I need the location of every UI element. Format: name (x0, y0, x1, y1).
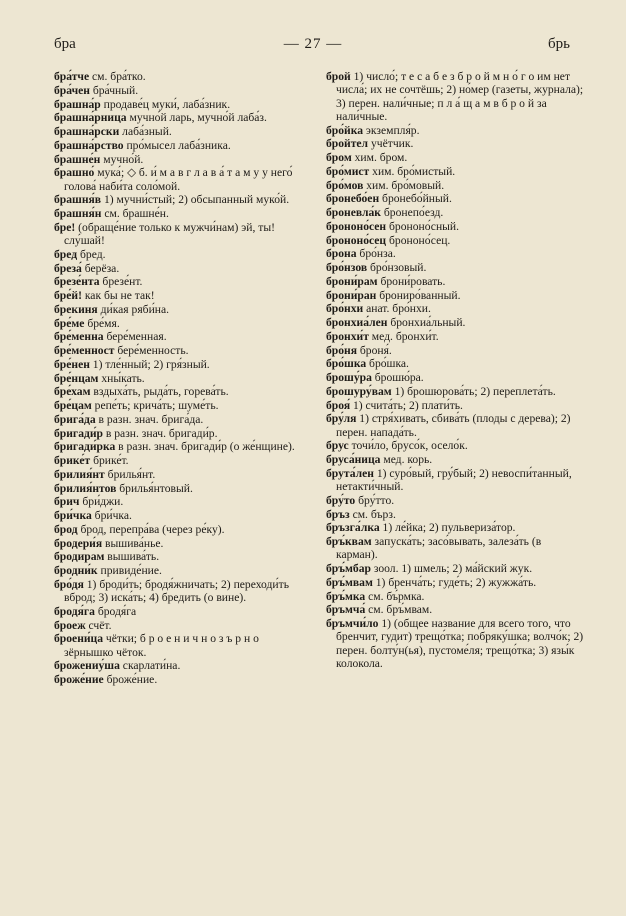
dictionary-entry (326, 151, 584, 164)
headword: бръз (326, 507, 350, 521)
headword: бро́ня (326, 343, 357, 357)
definition: мучно́й. (100, 152, 144, 166)
dictionary-entry (326, 494, 584, 507)
definition: бере́менная. (103, 330, 167, 344)
headword: бре́хам (54, 385, 91, 399)
dictionary-entry (54, 111, 310, 124)
headword: бред (54, 247, 78, 261)
dictionary-entry (54, 221, 310, 248)
running-head-left: бра (54, 36, 76, 52)
dictionary-entry (54, 550, 310, 563)
headword: бригади́рка (54, 440, 116, 454)
headword: брилия́нт (54, 467, 105, 481)
headword: бро́нхи (326, 302, 364, 316)
headword: бро́мист (326, 164, 370, 178)
headword: брононо́сец (326, 233, 387, 247)
headword: брашна́р (54, 97, 101, 111)
dictionary-entry (54, 564, 310, 577)
definition: в разн. знач. брига́да. (95, 412, 204, 426)
dictionary-entry (326, 289, 584, 302)
definition: бри́джи. (79, 495, 124, 509)
headword: брашно́ (54, 166, 95, 180)
headword: бри́чка (54, 509, 92, 522)
right-column (326, 70, 584, 671)
definition: хим. бро́мистый. (369, 164, 456, 178)
dictionary-entry (54, 537, 310, 550)
definition: брононо́сец. (386, 233, 451, 247)
headword: бронхиа́лен (326, 316, 388, 329)
dictionary-entry (326, 603, 584, 616)
headword: бройтел (326, 137, 369, 151)
definition: вздыха́ть, рыда́ть, горева́ть. (90, 385, 229, 399)
dictionary-entry (54, 427, 310, 440)
definition: мед. бронхи́т. (368, 329, 439, 343)
headword: брашна́рство (54, 138, 124, 152)
definition: 1) число́; т е с а б е з б р о й м н о́ г о им нет числа́; их не сочтёшь; 2) но́мер (газеты, журнала); 3) перен. нали́чные; п л а́ щ а м в б р о й за нали́чные. (336, 70, 584, 123)
dictionary-entry (54, 399, 310, 412)
headword: брута́лен (326, 466, 374, 480)
definition: брилья́нтовый. (116, 481, 193, 495)
headword: бре́ме (54, 316, 85, 330)
headword: броени́ца (54, 632, 104, 646)
dictionary-entry (54, 659, 310, 672)
dictionary-entry (54, 317, 310, 330)
definition: про́мысел лаба́зника. (123, 138, 231, 152)
dictionary-entry (326, 371, 584, 384)
definition: брод, перепра́ва (через ре́ку). (77, 522, 225, 536)
page-number: — 27 — (283, 36, 343, 52)
headword: бро́йка (326, 123, 364, 137)
definition: 1) мучни́стый; 2) обсыпанный муко́й. (101, 193, 290, 207)
dictionary-entry (54, 523, 310, 536)
definition: броня́. (357, 343, 392, 357)
dictionary-entry (54, 98, 310, 111)
headword: брононо́сен (326, 219, 387, 233)
headword: брод (54, 522, 78, 536)
dictionary-entry (54, 482, 310, 495)
headword: бро́дя (54, 577, 84, 591)
definition: вышива́ть. (104, 550, 160, 564)
dictionary-entry (326, 234, 584, 247)
dictionary-entry (326, 206, 584, 219)
definition: берёза. (81, 261, 120, 275)
headword: бръ́мвам (326, 575, 373, 589)
headword: бродери́я (54, 536, 103, 550)
dictionary-entry (54, 193, 310, 206)
definition: бронхиа́льный. (387, 316, 466, 329)
definition: 1) ле́йка; 2) пульвериза́тор. (379, 521, 516, 535)
headword: брожениу́ша (54, 659, 120, 673)
definition: ди́кая ряби́на. (97, 302, 170, 316)
definition: хны́кать. (98, 371, 145, 385)
dictionary-entry (326, 617, 584, 670)
dictionary-entry (54, 207, 310, 220)
dictionary-entry (54, 385, 310, 398)
definition: бри́чка. (91, 509, 132, 522)
definition: мед. корь. (380, 453, 433, 466)
definition: хим. бро́мовый. (363, 178, 445, 192)
headword: брой (326, 70, 351, 83)
headword: брони́ран (326, 288, 377, 302)
definition: зоол. 1) шмель; 2) ма́йский жук. (370, 562, 533, 575)
headword: бръзга́лка (326, 521, 380, 535)
dictionary-entry (326, 330, 584, 343)
headword: броневла́к (326, 206, 381, 219)
dictionary-entry (54, 139, 310, 152)
dictionary-entry (326, 220, 584, 233)
dictionary-entry (54, 125, 310, 138)
dictionary-entry (54, 344, 310, 357)
definition: мука́; ◇ б. и́ м а в г л а в а́ т а м у у него́ голова́ наби́та соло́мой. (64, 166, 293, 193)
headword: бръмчи́ло (326, 617, 379, 630)
definition: 1) суро́вый, гру́бый; 2) невоспи́танный, нетакти́чный. (336, 466, 572, 493)
dictionary-entry (54, 578, 310, 605)
definition: мучно́й ларь, мучно́й лаба́з. (126, 111, 267, 125)
headword: бронебо́ен (326, 192, 380, 206)
dictionary-entry (54, 289, 310, 302)
definition: см. бра́тко. (89, 70, 146, 83)
dictionary-entry (326, 261, 584, 274)
dictionary-entry (54, 440, 310, 453)
headword: бръ́мка (326, 589, 366, 603)
dictionary-entry (54, 632, 310, 659)
dictionary-entry (54, 468, 310, 481)
dictionary-entry (54, 413, 310, 426)
headword: броже́ние (54, 673, 104, 686)
headword: бром (326, 151, 352, 164)
dictionary-entry (326, 124, 584, 137)
headword: бра́чен (54, 83, 90, 97)
dictionary-entry (326, 590, 584, 603)
dictionary-entry (326, 179, 584, 192)
definition: бред. (77, 247, 106, 261)
definition: бре́мя. (84, 316, 120, 330)
definition: брононо́сный. (386, 219, 460, 233)
headword: бродирам (54, 550, 105, 564)
definition: 1) счита́ть; 2) плати́ть. (350, 398, 463, 412)
definition: 1) брошюрова́ть; 2) переплета́ть. (391, 384, 556, 398)
headword: бро́нзов (326, 261, 368, 274)
definition: 1) тле́нный; 2) гря́зный. (89, 357, 210, 371)
headword: бре́менна (54, 330, 104, 344)
dictionary-entry (54, 70, 310, 83)
headword: брезе́нта (54, 275, 100, 289)
headword: бронхи́т (326, 329, 369, 343)
headword: бригади́р (54, 426, 103, 440)
dictionary-entry (54, 673, 310, 686)
headword: брона (326, 247, 357, 261)
running-head-right: брь (548, 36, 570, 52)
definition: бродя́га (94, 604, 137, 618)
headword: бре́менност (54, 344, 115, 357)
left-column (54, 70, 310, 687)
dictionary-entry (54, 84, 310, 97)
definition: бро́шка. (366, 357, 409, 371)
dictionary-entry (326, 137, 584, 150)
definition: (обраще́ние только к мужчи́нам) эй, ты! слу́шай! (64, 220, 275, 247)
headword: брошуру́вам (326, 384, 392, 398)
definition: продаве́ц муки́, лаба́зник. (100, 97, 231, 111)
definition: чётки; б р о е н и ч н о з ъ р н о зёрнышко чёток. (64, 632, 259, 659)
headword: брашня́н (54, 207, 102, 220)
definition: броже́ние. (103, 673, 158, 686)
definition: скарлати́на. (119, 659, 181, 673)
headword: бро́шка (326, 357, 367, 371)
dictionary-entry (326, 412, 584, 439)
dictionary-entry (54, 262, 310, 275)
dictionary-entry (326, 508, 584, 521)
dictionary-entry (54, 153, 310, 166)
headword: бруса́ница (326, 453, 381, 466)
definition: 1) (общее название для всего того, что бренчит, гудит) трещо́тка; побряку́шка; волчо́к; 2) перен. болту́н(ья), пустоме́ля; трещо́тка; 3) язы́к колокола. (336, 617, 584, 670)
dictionary-entry (326, 70, 584, 123)
definition: брошю́ра. (371, 371, 424, 384)
headword: бродя́га (54, 604, 95, 618)
dictionary-entry (326, 275, 584, 288)
definition: 1) стря́хивать, сбива́ть (плоды с дерева); 2) перен. напада́ть. (336, 412, 571, 439)
dictionary-entry (54, 303, 310, 316)
headword: брошу́ра (326, 371, 372, 384)
definition: лаба́зный. (119, 125, 172, 138)
definition: бро́нзовый. (367, 261, 427, 274)
definition: брониро́ванный. (376, 288, 461, 302)
headword: бре́й! (54, 289, 82, 302)
definition: брезе́нт. (99, 275, 143, 289)
dictionary-entry (326, 562, 584, 575)
dictionary-entry (326, 247, 584, 260)
definition: бронепо́езд. (380, 206, 444, 219)
headword: бре́нен (54, 357, 90, 371)
definition: запуска́ть; засо́вывать, залеза́ть (в карман). (336, 535, 542, 562)
definition: бро́нза. (356, 247, 396, 261)
headword: брашна́рница (54, 111, 127, 125)
headword: бръ́квам (326, 535, 372, 548)
definition: брике́т. (90, 454, 129, 467)
headword: бру́то (326, 493, 356, 507)
headword: бродни́к (54, 564, 98, 577)
definition: привиде́ние. (97, 564, 162, 577)
definition: как бы не так! (81, 289, 155, 302)
definition: учётчик. (368, 137, 414, 151)
definition: репе́ть; крича́ть; шуме́ть. (91, 399, 219, 412)
dictionary-entry (54, 619, 310, 632)
definition: см. бъ́рмка. (365, 589, 425, 603)
definition: хим. бром. (351, 151, 408, 164)
headword: брони́рам (326, 274, 378, 288)
headword: бро́мов (326, 178, 364, 192)
headword: брекиня (54, 302, 98, 316)
dictionary-entry (326, 399, 584, 412)
dictionary-entry (54, 454, 310, 467)
dictionary-entry (54, 330, 310, 343)
definition: брилья́нт. (104, 467, 156, 481)
dictionary-entry (326, 535, 584, 562)
definition: бере́менность. (114, 344, 189, 357)
definition: 1) бренча́ть; гуде́ть; 2) жужжа́ть. (372, 575, 537, 589)
dictionary-entry (54, 275, 310, 288)
definition: 1) броди́ть; бродя́жничать; 2) переходи́ть вброд; 3) иска́ть; 4) бредить (о вине). (64, 577, 289, 604)
definition: бру́тто. (355, 493, 395, 507)
definition: брони́ровать. (377, 274, 446, 288)
headword: броеж (54, 618, 86, 632)
dictionary-entry (326, 165, 584, 178)
dictionary-entry (54, 166, 310, 193)
dictionary-entry (54, 605, 310, 618)
headword: бре́цам (54, 399, 92, 412)
definition: бра́чный. (89, 83, 139, 97)
dictionary-entry (54, 495, 310, 508)
definition: см. бръ́мвам. (365, 603, 433, 617)
definition: анат. бро́нхи. (363, 302, 431, 316)
headword: брич (54, 495, 80, 509)
dictionary-entry (326, 385, 584, 398)
dictionary-entry (326, 344, 584, 357)
headword: брига́да (54, 412, 96, 426)
dictionary-entry (54, 509, 310, 522)
dictionary-entry (54, 372, 310, 385)
headword: бре! (54, 220, 76, 234)
definition: см. бърз. (349, 507, 396, 521)
dictionary-entry (326, 467, 584, 494)
headword: бръ́мбар (326, 562, 371, 575)
headword: броя́ (326, 398, 351, 412)
definition: вышива́нье. (102, 536, 164, 550)
dictionary-entry (326, 439, 584, 452)
headword: бра́тче (54, 70, 90, 83)
headword: бре́нцам (54, 371, 99, 385)
dictionary-entry (326, 453, 584, 466)
definition: счёт. (85, 618, 112, 632)
dictionary-entry (54, 358, 310, 371)
definition: в разн. знач. бригади́р (о же́нщине). (115, 440, 295, 454)
definition: см. брашне́н. (101, 207, 169, 220)
dictionary-entry (326, 357, 584, 370)
headword: брашна́рски (54, 125, 120, 138)
dictionary-entry (326, 316, 584, 329)
definition: бронебо́йный. (379, 192, 452, 206)
headword: брике́т (54, 454, 91, 467)
definition: экземпля́р. (363, 123, 420, 137)
headword: брус (326, 439, 349, 453)
definition: точи́ло, брусо́к, осело́к. (348, 439, 468, 453)
headword: брилия́нтов (54, 481, 117, 495)
headword: бръмча́ (326, 603, 366, 617)
dictionary-entry (326, 302, 584, 315)
dictionary-entry (326, 576, 584, 589)
headword: бреза́ (54, 261, 82, 275)
headword: бру́ля (326, 412, 357, 426)
dictionary-entry (326, 192, 584, 205)
definition: в разн. знач. бригади́р. (102, 426, 218, 440)
dictionary-entry (326, 521, 584, 534)
dictionary-entry (54, 248, 310, 261)
headword: брашне́н (54, 152, 101, 166)
headword: брашня́в (54, 193, 102, 207)
